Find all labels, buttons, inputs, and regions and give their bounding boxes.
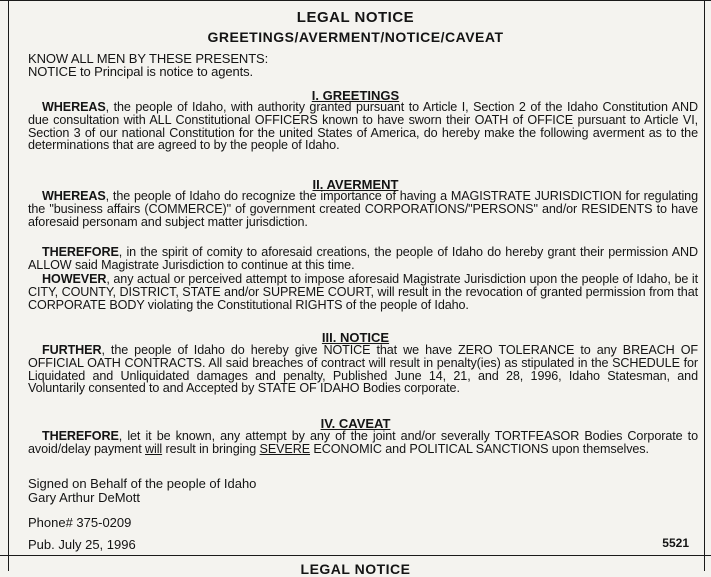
- column-rule-left: [8, 0, 9, 571]
- preamble-line-2: NOTICE to Principal is notice to agents.: [28, 63, 254, 79]
- notice-title: LEGAL NOTICE: [296, 9, 415, 26]
- column-rule-right: [704, 0, 705, 571]
- preamble-line-1: KNOW ALL MEN BY THESE PRESENTS:: [28, 51, 269, 66]
- caveat-will: will: [145, 441, 163, 456]
- caveat-text-post: ECONOMIC and POLITICAL SANCTIONS upon themselves.: [310, 441, 649, 456]
- averment-heading: II. AVERMENT: [312, 177, 399, 192]
- averment-text-1: , the people of Idaho do recognize the importance of having a MAGISTRATE JURISDICTION for regulating the "business affairs (COMMERCE)" of government created CORPORATIONS/"PERSONS" and/or RESIDENTS to have aforesaid personam and subject matter jurisdiction.: [28, 189, 698, 229]
- caveat-text-pre: , let it be known, any attempt by any of the joint and/or severally TORTFEASOR Bodies Corporate to avoid/delay payment: [28, 429, 698, 456]
- averment-text-2: , in the spirit of comity to aforesaid creations, the people of Idaho do hereby grant their permission AND ALLOW said Magistrate Jurisdiction to continue at this time.: [28, 245, 698, 272]
- averment-text-3: , any actual or perceived attempt to impose aforesaid Magistrate Jurisdiction upon the people of Idaho, be it CITY, COUNTY, DISTRICT, STATE and/or SUPREME COURT, will result in the revocation of granted permission from that CORPORATE BODY violating the Constitutional RIGHTS of the people of Idaho.: [28, 272, 698, 312]
- signature-phone: Phone# 375-0209: [28, 515, 132, 530]
- averment-lead-3: HOWEVER: [42, 272, 107, 286]
- greetings-heading: I. GREETINGS: [311, 88, 400, 103]
- caveat-severe: SEVERE: [259, 441, 311, 456]
- greetings-lead: WHEREAS: [42, 100, 106, 114]
- signature-name: Gary Arthur DeMott: [28, 490, 140, 505]
- caveat-lead: THEREFORE: [42, 429, 119, 443]
- notice-heading: III. NOTICE: [321, 330, 390, 345]
- next-notice-title: LEGAL NOTICE: [300, 561, 411, 577]
- signature-line-1: Signed on Behalf of the people of Idaho: [28, 476, 257, 491]
- bottom-rule: [0, 555, 711, 556]
- top-rule: [0, 0, 711, 1]
- caveat-heading: IV. CAVEAT: [320, 416, 391, 431]
- notice-text: , the people of Idaho do hereby give NOTICE that we have ZERO TOLERANCE to any BREACH OF OFFICIAL OATH CONTRACTS. All said breaches of contract will result in penalty(ies) as stipulated in the SCHEDULE for Liquidated and Unliquidated damages and penalty, Published June 14, 21, and 28, 1996, Idaho Statesman, and Voluntarily consented to and Accepted by STATE OF IDAHO Bodies corporate.: [28, 343, 698, 396]
- averment-paragraph-3: [28, 273, 698, 311]
- caveat-text-mid: result in bringing: [162, 441, 260, 456]
- averment-paragraph-2: [28, 246, 698, 272]
- greetings-paragraph: [28, 101, 698, 152]
- averment-paragraph-1: [28, 190, 698, 228]
- ad-number: 5521: [662, 536, 689, 550]
- notice-lead: FURTHER: [42, 343, 102, 357]
- notice-paragraph: [28, 344, 698, 395]
- averment-lead-1: WHEREAS: [42, 189, 106, 203]
- publication-date: Pub. July 25, 1996: [28, 537, 136, 552]
- preamble: [28, 53, 698, 79]
- caveat-paragraph: [28, 430, 698, 456]
- greetings-text: , the people of Idaho, with authority granted pursuant to Article I, Section 2 of the Idaho Constitution AND due consultation with ALL Constitutional OFFICERS known to have sworn their OATH of OFFICE pursuant to Article VI, Section 3 of our national Constitution for the united States of America, do hereby make the following averment as to the determinations that are agreed to by the people of Idaho.: [28, 100, 698, 153]
- notice-subtitle: GREETINGS/AVERMENT/NOTICE/CAVEAT: [207, 29, 504, 45]
- averment-lead-2: THEREFORE: [42, 245, 119, 259]
